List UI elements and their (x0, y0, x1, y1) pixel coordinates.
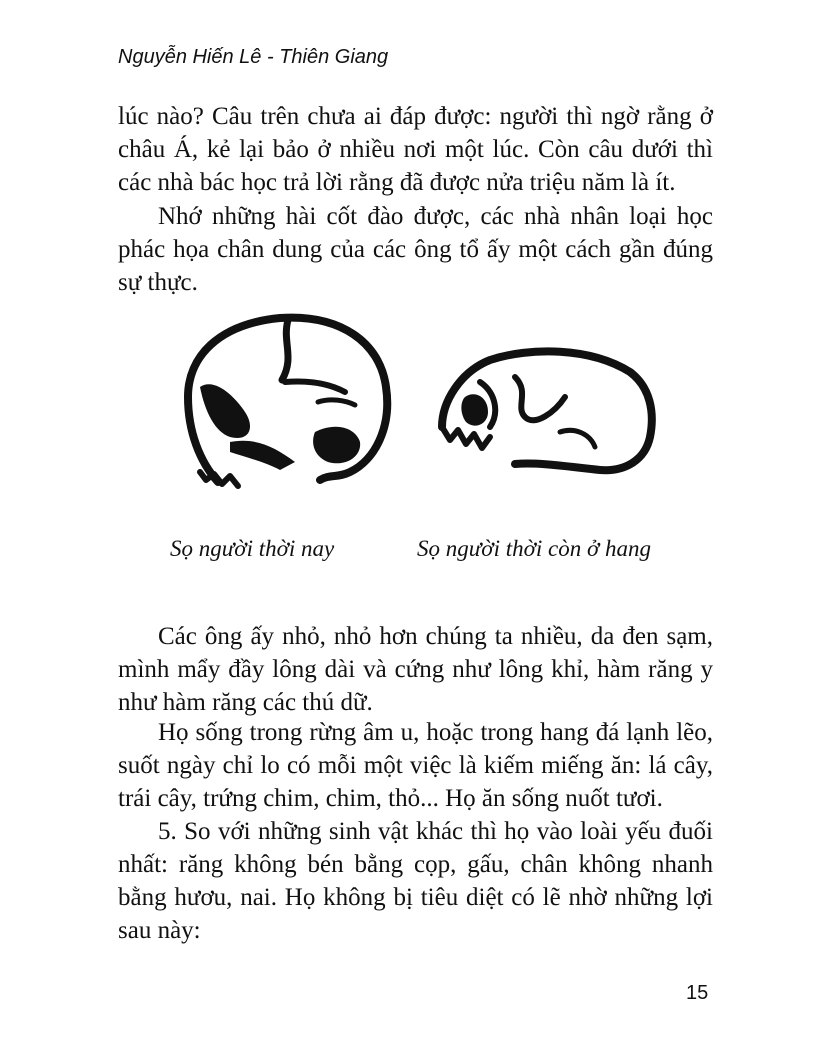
cave-skull-shadows (461, 394, 488, 425)
modern-skull-shadows (200, 384, 360, 470)
running-header: Nguyễn Hiến Lê - Thiên Giang (118, 46, 389, 68)
figure-caption-left: Sọ người thời nay (170, 536, 335, 561)
paragraph-2: Nhớ những hài cốt đào được, các nhà nhân loại học phác họa chân dung của các ông tổ ấy một cách gần đúng sự thực. (118, 203, 713, 296)
page-number: 15 (686, 982, 709, 1004)
skull-illustrations (170, 302, 670, 502)
figure-caption-right: Sọ người thời còn ở hang (417, 536, 651, 561)
paragraph-4: Họ sống trong rừng âm u, hoặc trong hang đá lạnh lẽo, suốt ngày chỉ lo có mỗi một việc là kiếm miếng ăn: lá cây, trái cây, trứng chim, chim, thỏ... Họ ăn sống nuốt tươi. (118, 719, 713, 812)
paragraph-3: Các ông ấy nhỏ, nhỏ hơn chúng ta nhiều, da đen sạm, mình mẩy đầy lông dài và cứng như lông khỉ, hàm răng y như hàm răng các thú dữ. (118, 623, 713, 716)
paragraph-1: lúc nào? Câu trên chưa ai đáp được: người thì ngờ rằng ở châu Á, kẻ lại bảo ở nhiều nơi một lúc. Còn câu dưới thì các nhà bác học trả lời rằng đã được nửa triệu năm là ít. (118, 103, 713, 196)
paragraph-5: 5. So với những sinh vật khác thì họ vào loài yếu đuối nhất: răng không bén bằng cọp, gấu, chân không nhanh bằng hươu, nai. Họ không bị tiêu diệt có lẽ nhờ những lợi sau này: (118, 818, 713, 944)
